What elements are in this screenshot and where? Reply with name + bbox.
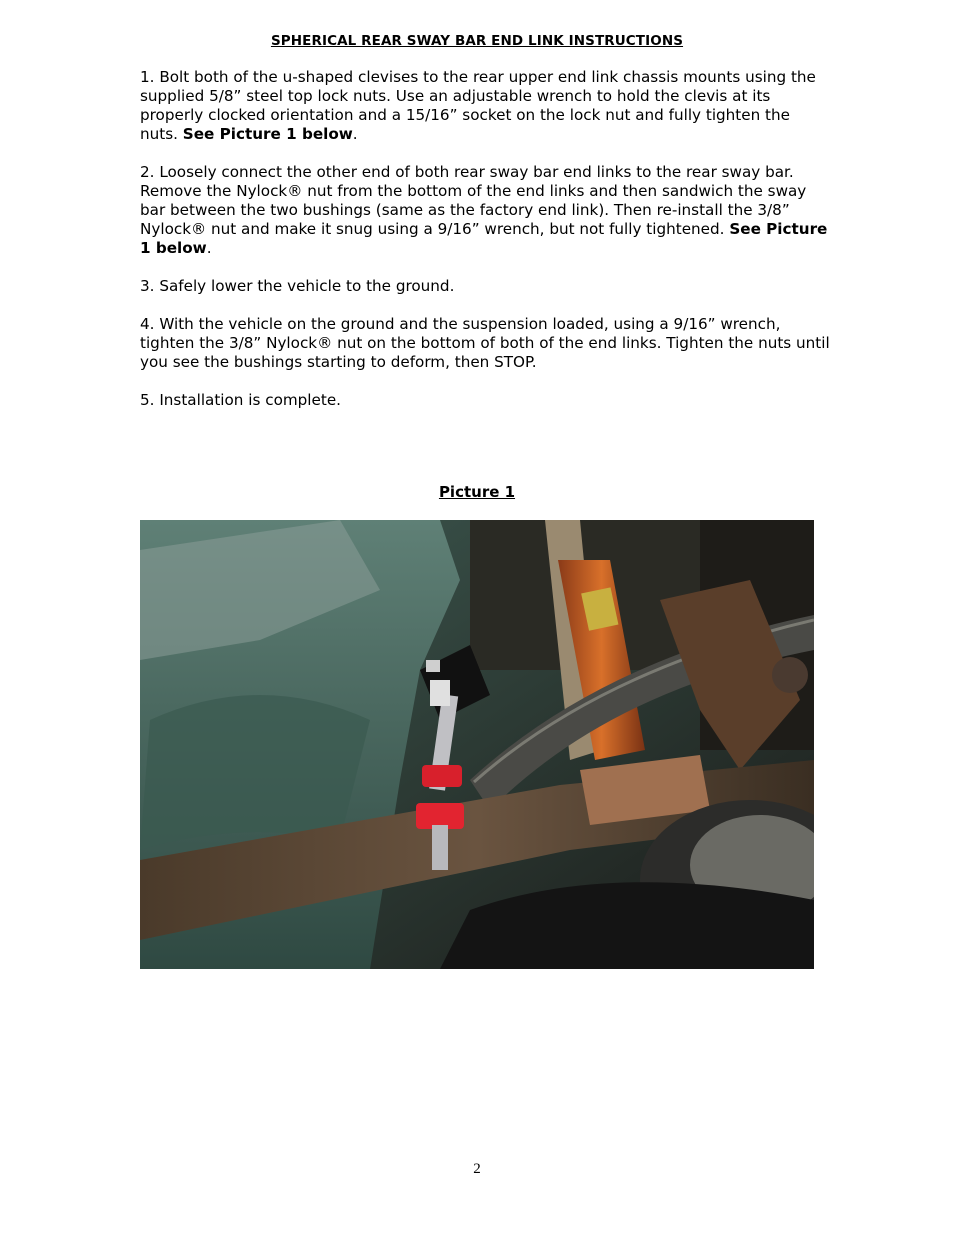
photo-illustration: [140, 520, 814, 969]
step-3: 3. Safely lower the vehicle to the ground.: [140, 277, 455, 295]
document-title: SPHERICAL REAR SWAY BAR END LINK INSTRUCTIONS: [270, 33, 684, 49]
instructions-body: [140, 68, 830, 429]
picture-1-photo: [140, 520, 814, 969]
picture-caption: Picture 1: [438, 483, 516, 501]
step-2: 2. Loosely connect the other end of both rear sway bar end links to the rear sway bar. Remove the Nylock® nut from the bottom of the end links and then sandwich the sway bar between the two bushings (same as the factory end link). Then re-install the 3/8” Nylock® nut and make it snug using a 9/16” wrench, but not fully tightened. See Picture 1 below.: [140, 163, 828, 257]
step-4: 4. With the vehicle on the ground and the suspension loaded, using a 9/16” wrench, tighten the 3/8” Nylock® nut on the bottom of both of the end links. Tighten the nuts until you see the bushings starting to deform, then STOP.: [140, 315, 830, 371]
step-1: 1. Bolt both of the u-shaped clevises to the rear upper end link chassis mounts using the supplied 5/8” steel top lock nuts. Use an adjustable wrench to hold the clevis at its properly clocked orientation and a 15/16” socket on the lock nut and fully tighten the nuts. See Picture 1 below.: [140, 68, 816, 143]
page-number: 2: [473, 1161, 481, 1177]
step-5: 5. Installation is complete.: [140, 391, 341, 409]
